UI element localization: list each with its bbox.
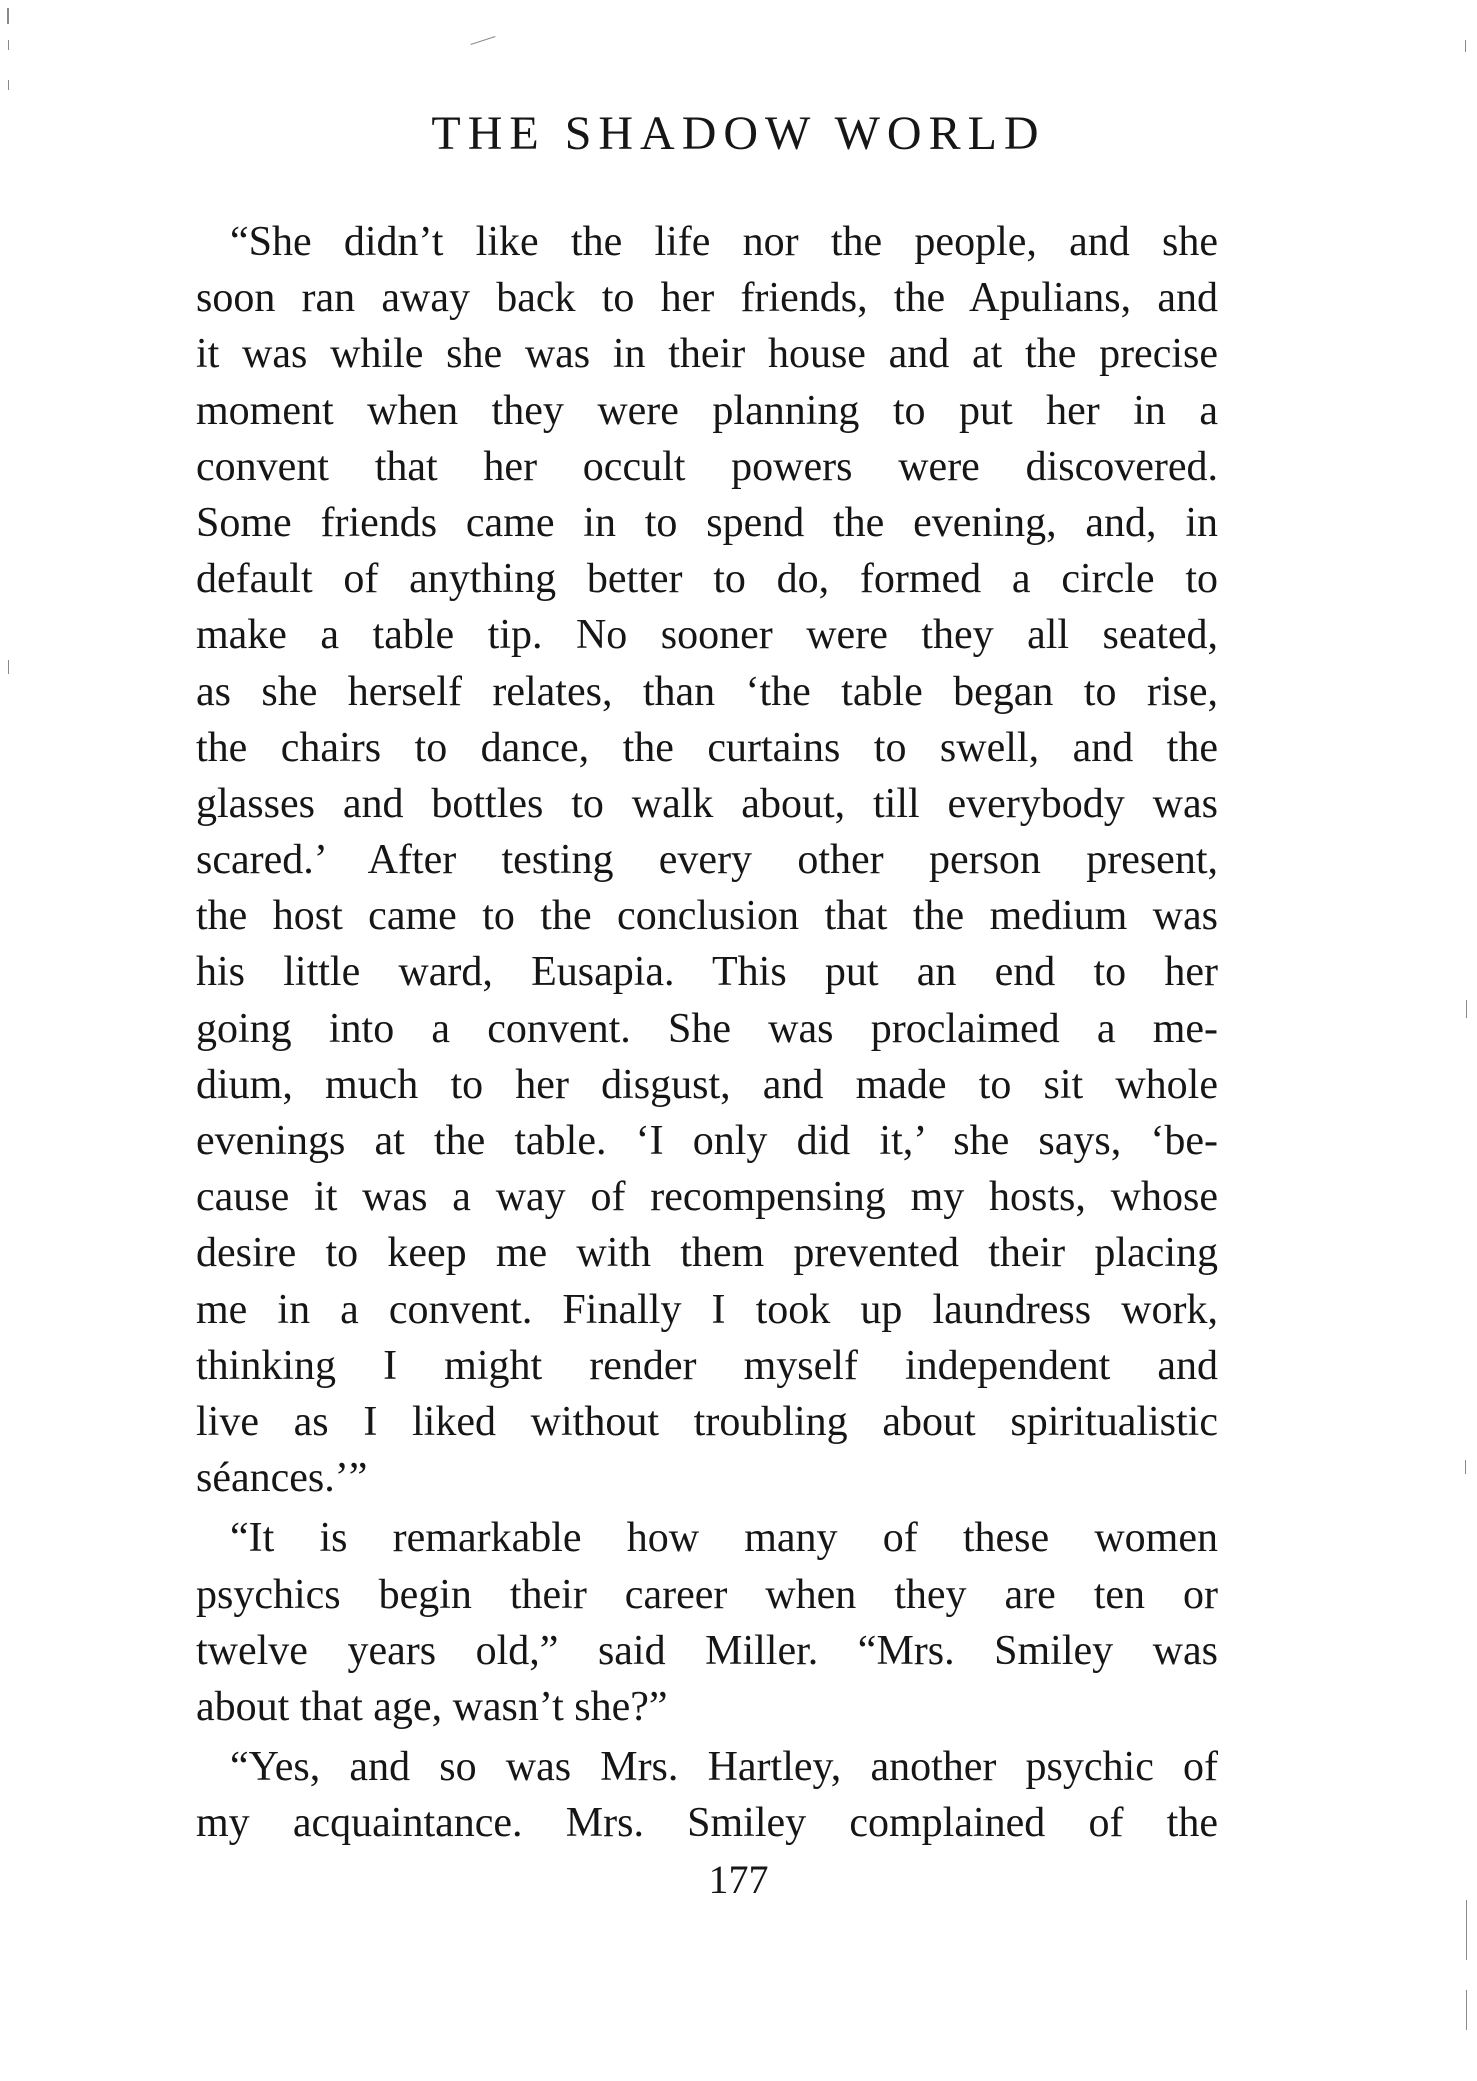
text-line: cause it was a way of recompensing my hosts, whose — [196, 1174, 1218, 1221]
text-line: it was while she was in their house and at the precise — [196, 331, 1218, 378]
scan-mark — [1466, 1900, 1467, 1960]
scan-mark — [8, 660, 9, 674]
text-line: dium, much to her disgust, and made to sit whole — [196, 1061, 1218, 1108]
scan-mark — [8, 80, 9, 90]
scan-mark — [8, 40, 9, 50]
scan-mark — [1465, 40, 1466, 52]
paragraph — [196, 1510, 1218, 1735]
text-line: “Yes, and so was Mrs. Hartley, another psychic of — [230, 1744, 1218, 1791]
text-line: make a table tip. No sooner were they all seated, — [196, 612, 1218, 659]
text-line: séances.’” — [196, 1455, 368, 1502]
text-line: his little ward, Eusapia. This put an end to her — [196, 949, 1218, 996]
scan-mark — [7, 8, 9, 24]
text-line: live as I liked without troubling about spiritualistic — [196, 1398, 1218, 1445]
scan-mark — [470, 36, 495, 45]
text-line: moment when they were planning to put her in a — [196, 387, 1218, 434]
text-line: my acquaintance. Mrs. Smiley complained of the — [196, 1800, 1218, 1847]
body-text — [196, 214, 1218, 1851]
text-line: psychics begin their career when they are ten or — [196, 1571, 1218, 1618]
text-line: “She didn’t like the life nor the people, and she — [230, 219, 1218, 265]
text-line: convent that her occult powers were discovered. — [196, 443, 1218, 490]
text-line: twelve years old,” said Miller. “Mrs. Smiley was — [196, 1627, 1218, 1674]
text-line: the host came to the conclusion that the medium was — [196, 893, 1218, 940]
scan-mark — [1466, 1990, 1467, 2030]
text-line: going into a convent. She was proclaimed a me- — [196, 1005, 1218, 1052]
text-line: scared.’ After testing every other person present, — [196, 837, 1218, 884]
text-line: “It is remarkable how many of these women — [230, 1515, 1218, 1562]
text-line: evenings at the table. ‘I only did it,’ she says, ‘be- — [196, 1118, 1218, 1164]
text-line: me in a convent. Finally I took up laundress work, — [196, 1286, 1218, 1333]
text-line: default of anything better to do, formed a circle to — [196, 556, 1218, 603]
text-line: about that age, wasn’t she?” — [196, 1683, 668, 1730]
text-line: glasses and bottles to walk about, till everybody was — [196, 780, 1218, 827]
text-line: thinking I might render myself independent and — [196, 1342, 1218, 1389]
text-line: soon ran away back to her friends, the Apulians, and — [196, 275, 1218, 322]
text-line: Some friends came in to spend the evening, and, in — [196, 499, 1218, 546]
running-head: THE SHADOW WORLD — [431, 107, 1046, 160]
scan-mark — [1465, 1460, 1466, 1474]
paragraph — [196, 1739, 1218, 1851]
scan-mark — [1466, 1000, 1467, 1018]
paragraph — [196, 214, 1218, 1506]
page-number: 177 — [708, 1857, 769, 1902]
text-line: the chairs to dance, the curtains to swell, and the — [196, 724, 1218, 771]
text-line: as she herself relates, than ‘the table began to rise, — [196, 668, 1218, 715]
text-line: desire to keep me with them prevented their placing — [196, 1230, 1218, 1277]
